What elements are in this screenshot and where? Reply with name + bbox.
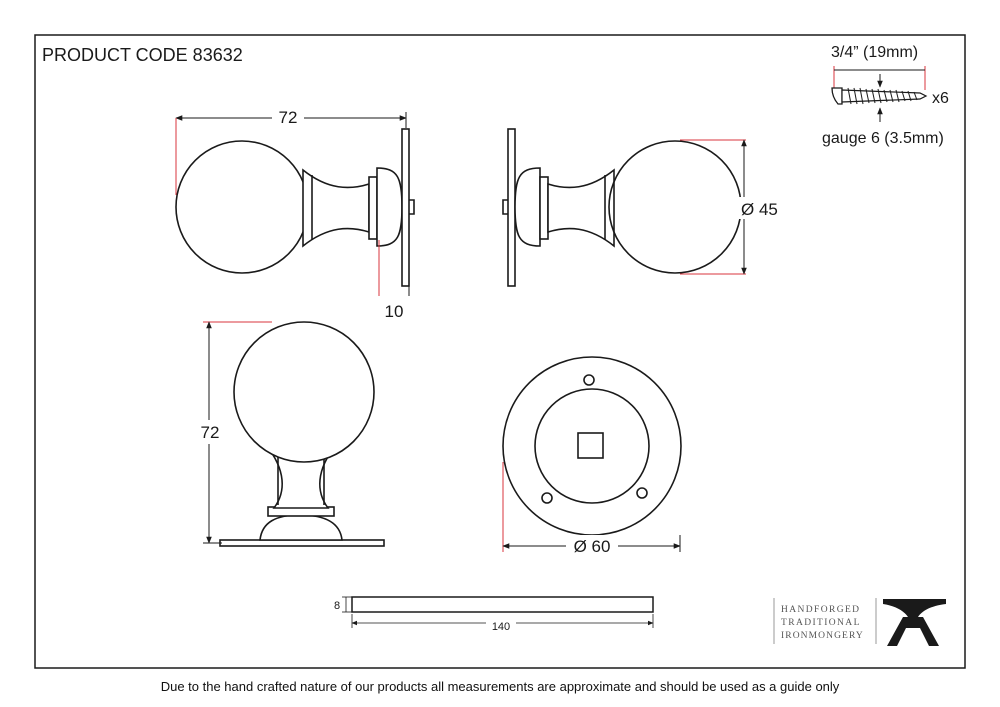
brand-block [774,598,946,646]
back-plate [334,597,653,633]
anvil-logo-icon [883,599,946,646]
screw-quantity-label: x6 [932,90,949,107]
screw-detail [822,44,949,147]
brand-line-1: HANDFORGED [781,605,861,615]
front-height-label: 72 [200,423,220,442]
footer-disclaimer: Due to the hand crafted nature of our products all measurements are approximate and should be used as a guide only [160,679,840,694]
screw-gauge-label: gauge 6 (3.5mm) [822,130,944,147]
rose-thickness-label: 10 [384,302,404,321]
screw-length-label: 3/4” (19mm) [831,44,919,61]
knob-diameter-dimension [680,140,786,274]
side-length-label: 72 [278,108,298,127]
plate-thickness-label: 8 [334,600,341,612]
knob-diameter-label: Ø 45 [741,200,778,219]
brand-line-3: IRONMONGERY [781,631,864,641]
side-view-left [176,129,414,286]
rose-diameter-label: Ø 60 [573,537,611,556]
product-code-title: PRODUCT CODE 83632 [42,45,243,65]
front-view [220,322,384,546]
plate-length-label: 140 [491,621,511,633]
rose-view [503,357,681,535]
brand-line-2: TRADITIONAL [781,618,861,628]
side-view-right [503,129,741,286]
